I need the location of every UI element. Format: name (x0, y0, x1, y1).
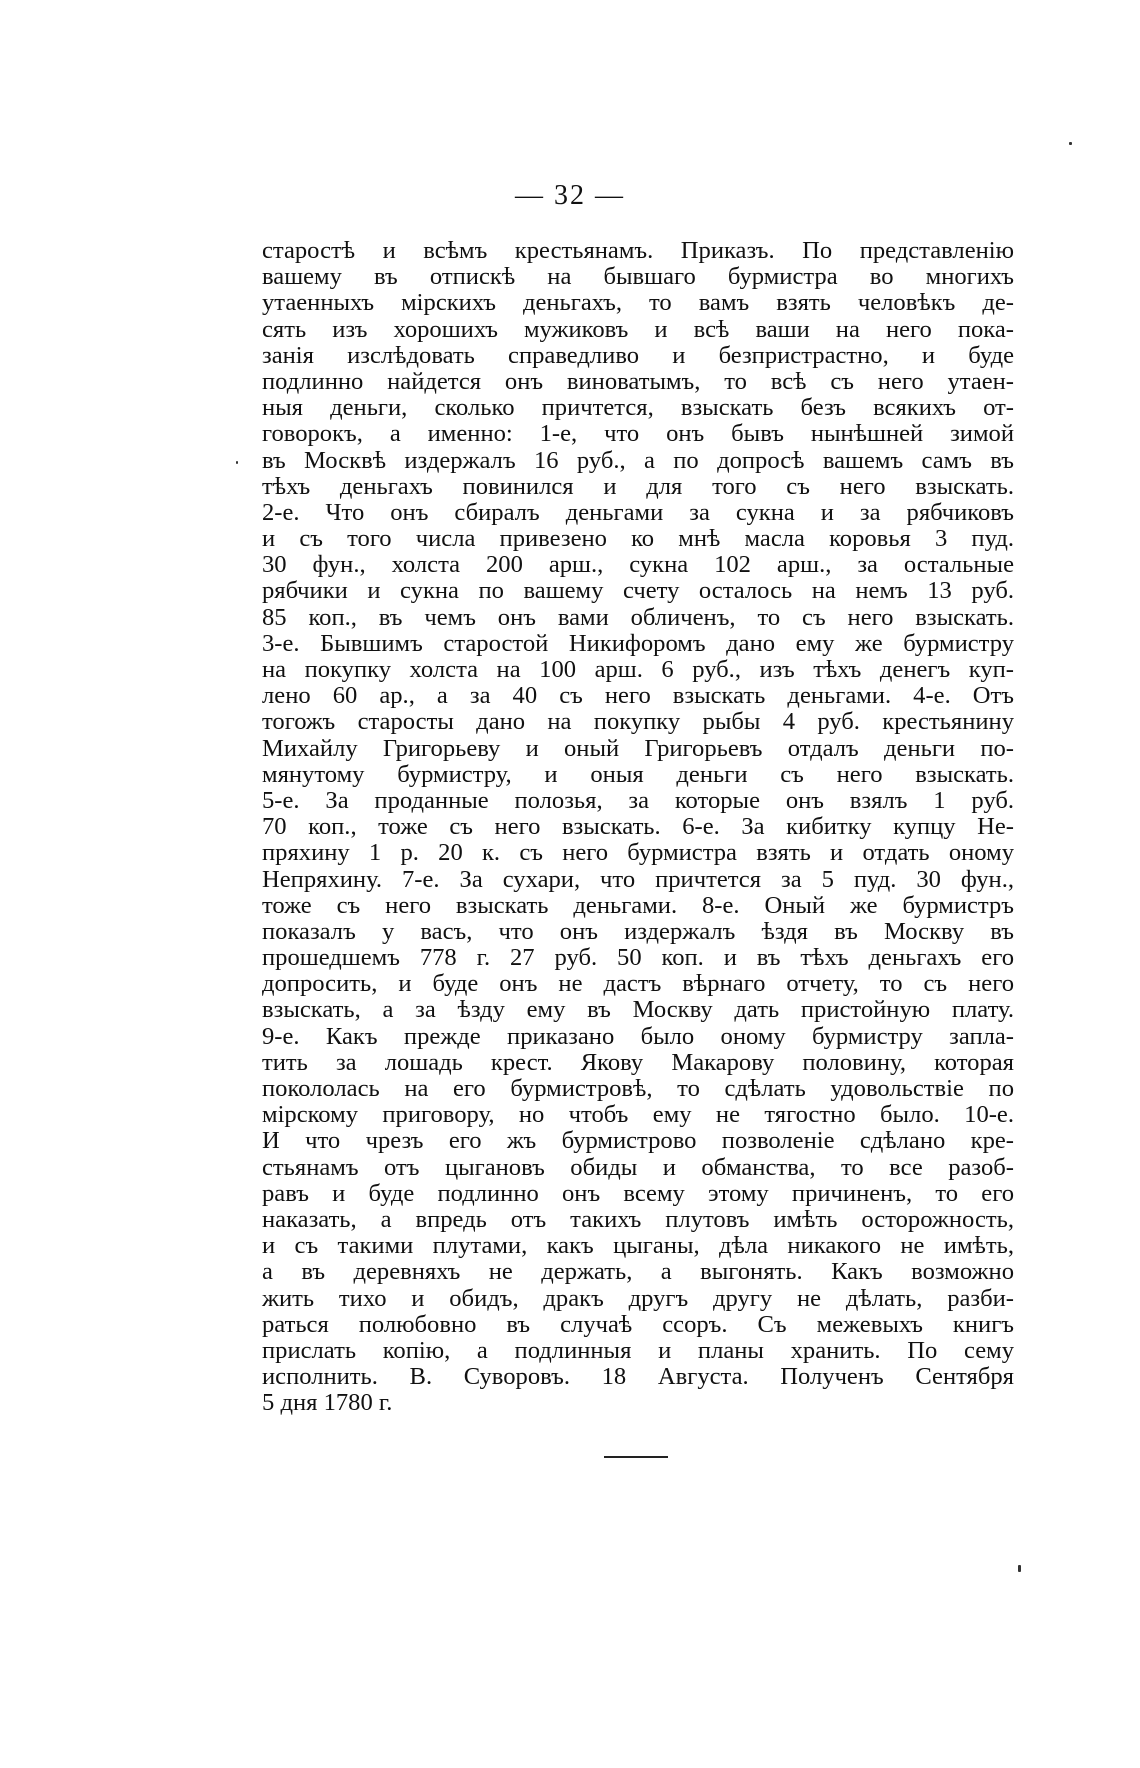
text-line: говорокъ, а именно: 1-е, что онъ бывъ нынѣшней зимой (262, 420, 1014, 448)
text-line: жить тихо и обидъ, дракъ другъ другу не дѣлать, разби- (262, 1284, 1014, 1312)
text-line: Михайлу Григорьеву и оный Григорьевъ отдалъ деньги по- (262, 734, 1014, 762)
text-line: 2-е. Что онъ сбиралъ деньгами за сукна и за рябчиковъ (262, 498, 1014, 526)
text-line: допросить, и буде онъ не дастъ вѣрнаго отчету, то съ него (262, 970, 1014, 998)
text-line: занія изслѣдовать справедливо и безпристрастно, и буде (262, 341, 1014, 369)
text-line: взыскать, а за ѣзду ему въ Москву дать пристойную плату. (262, 996, 1014, 1024)
text-line: 30 фун., холста 200 арш., сукна 102 арш., за остальные (262, 551, 1014, 579)
text-line: 70 коп., тоже съ него взыскать. 6-е. За кибитку купцу Не- (262, 813, 1014, 841)
text-line: стьянамъ отъ цыгановъ обиды и обманства, то все разоб- (262, 1153, 1014, 1181)
text-line: прошедшемъ 778 г. 27 руб. 50 коп. и въ тѣхъ деньгахъ его (262, 944, 1014, 972)
page-number: — 32 — (515, 180, 625, 211)
text-line: Непряхину. 7-е. За сухари, что причтется за 5 пуд. 30 фун., (262, 865, 1014, 893)
text-line: на покупку холста на 100 арш. 6 руб., изъ тѣхъ денегъ куп- (262, 656, 1014, 683)
text-line: подлинно найдется онъ виноватымъ, то всѣ съ него утаен- (262, 367, 1014, 395)
text-line: ныя деньги, сколько причтется, взыскать безъ всякихъ от- (262, 394, 1014, 422)
text-line: равъ и буде подлинно онъ всему этому причиненъ, то его (262, 1179, 1014, 1207)
text-line: вашему въ отпискѣ на бывшаго бурмистра во многихъ (262, 263, 1014, 291)
text-line: и съ того числа привезено ко мнѣ масла коровья 3 пуд. (262, 525, 1014, 553)
text-line: покололась на его бурмистровѣ, то сдѣлать удовольствіе по (262, 1075, 1014, 1102)
text-line: наказать, а впредь отъ такихъ плутовъ имѣть осторожность, (262, 1205, 1014, 1233)
text-line: раться полюбовно въ случаѣ ссоръ. Съ межевыхъ книгъ (262, 1310, 1014, 1338)
text-line: лено 60 ар., а за 40 съ него взыскать деньгами. 4-е. Отъ (262, 682, 1014, 710)
text-line: показалъ у васъ, что онъ издержалъ ѣздя въ Москву въ (262, 917, 1014, 945)
text-line: прислать копію, а подлинныя и планы хранить. По сему (262, 1336, 1014, 1364)
text-line: И что чрезъ его жъ бурмистрово позволеніе сдѣлано кре- (262, 1127, 1014, 1155)
text-line: тить за лошадь крест. Якову Макарову половину, которая (262, 1048, 1014, 1076)
print-speck (236, 461, 238, 464)
text-line: 3-е. Бывшимъ старостой Никифоромъ дано ему же бурмистру (262, 629, 1014, 657)
text-line: мянутому бурмистру, и оныя деньги съ него взыскать. (262, 760, 1014, 788)
text-line: мірскому приговору, но чтобъ ему не тягостно было. 10-е. (262, 1101, 1014, 1129)
text-line: тогожъ старосты дано на покупку рыбы 4 руб. крестьянину (262, 708, 1014, 736)
text-line: въ Москвѣ издержалъ 16 руб., а по допросѣ вашемъ самъ въ (262, 446, 1014, 474)
text-line: тѣхъ деньгахъ повинился и для того съ него взыскать. (262, 472, 1014, 500)
body-text (262, 238, 1014, 1416)
text-line: тоже съ него взыскать деньгами. 8-е. Оный же бурмистръ (262, 891, 1014, 919)
text-line: сять изъ хорошихъ мужиковъ и всѣ ваши на него пока- (262, 315, 1014, 343)
print-speck (1018, 1565, 1021, 1572)
text-line: 9-е. Какъ прежде приказано было оному бурмистру запла- (262, 1022, 1014, 1050)
print-speck (1069, 142, 1072, 145)
text-line: утаенныхъ мірскихъ деньгахъ, то вамъ взять человѣкъ де- (262, 289, 1014, 317)
text-line: старостѣ и всѣмъ крестьянамъ. Приказъ. По представленію (262, 237, 1014, 264)
text-line: рябчики и сукна по вашему счету осталось на немъ 13 руб. (262, 577, 1014, 605)
text-line: 85 коп., въ чемъ онъ вами обличенъ, то съ него взыскать. (262, 603, 1014, 631)
text-line-last: 5 дня 1780 г. (262, 1389, 393, 1417)
text-line: пряхину 1 р. 20 к. съ него бурмистра взять и отдать оному (262, 839, 1014, 867)
end-rule (604, 1456, 668, 1458)
text-line: 5-е. За проданные полозья, за которые онъ взялъ 1 руб. (262, 786, 1014, 814)
text-line: а въ деревняхъ не держать, а выгонять. Какъ возможно (262, 1258, 1014, 1286)
text-line: исполнить. В. Суворовъ. 18 Августа. Полученъ Сентября (262, 1363, 1014, 1391)
text-line: и съ такими плутами, какъ цыганы, дѣла никакого не имѣть, (262, 1232, 1014, 1260)
